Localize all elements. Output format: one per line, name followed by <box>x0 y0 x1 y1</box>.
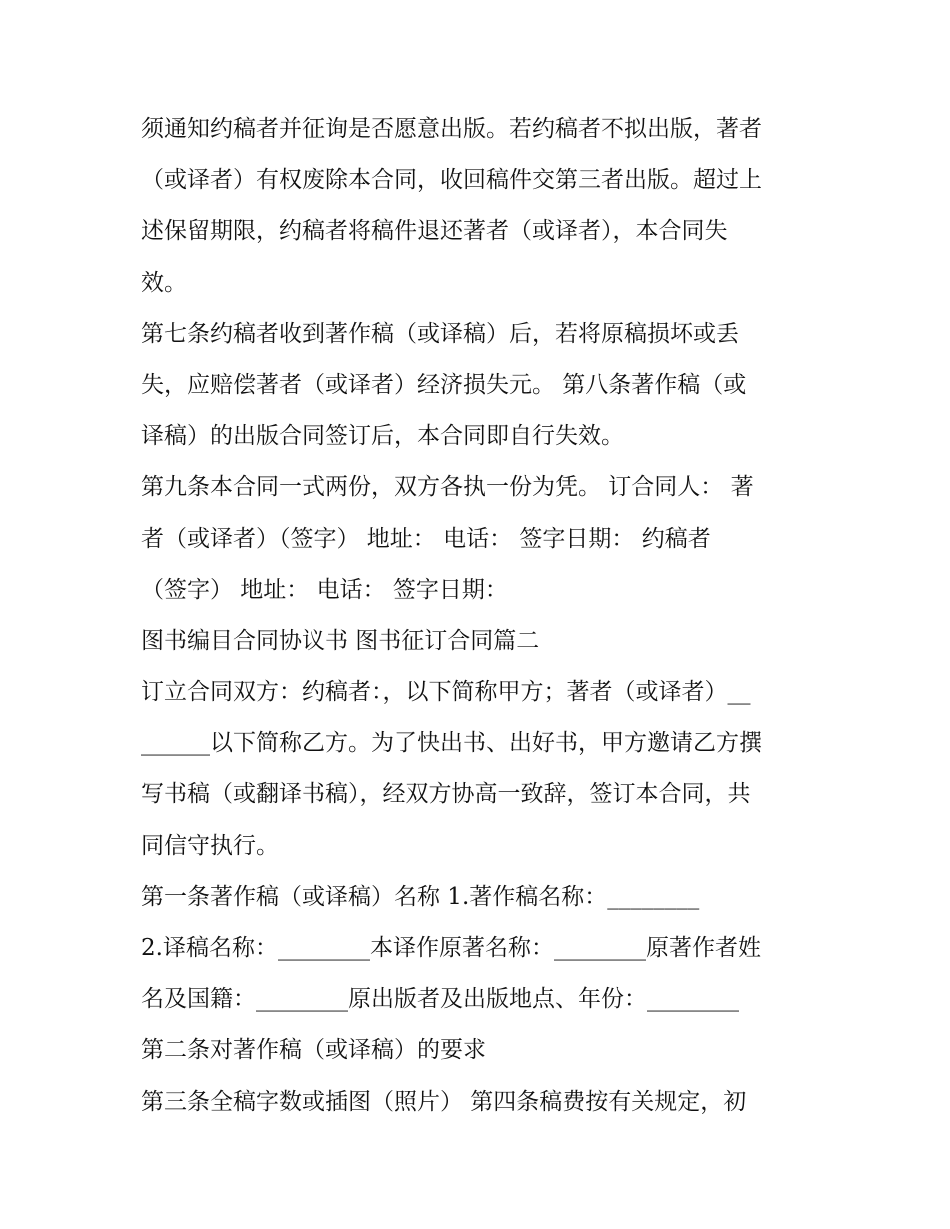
text-line: 同信守执行。 <box>141 832 279 859</box>
text-line: 第九条本合同一式两份，双方各执一份为凭。 订合同人： 著 <box>141 474 754 501</box>
text-line: 述保留期限，约稿者将稿件退还著者（或译者），本合同失 <box>141 218 728 245</box>
text-line: 译稿）的出版合同签订后，本合同即自行失效。 <box>141 423 624 450</box>
text-line: ______以下简称乙方。为了快出书、出好书，甲方邀请乙方撰 <box>141 730 762 757</box>
text-line: 名及国籍：________原出版者及出版地点、年份：________ <box>141 986 739 1013</box>
section-heading: 图书编目合同协议书 图书征订合同篇二 <box>141 627 540 654</box>
text-line: 者（或译者）（签字） 地址： 电话： 签字日期： 约稿者 <box>141 525 711 552</box>
text-line: 第二条对著作稿（或译稿）的要求 <box>141 1037 486 1064</box>
text-line: 第七条约稿者收到著作稿（或译稿）后，若将原稿损坏或丢 <box>141 320 739 347</box>
text-line: 2.译稿名称：________本译作原著名称：________原著作者姓 <box>141 935 761 961</box>
text-line: 订立合同双方：约稿者：，以下简称甲方；著者（或译者）__ <box>141 679 751 706</box>
text-line: （签字） 地址： 电话： 签字日期： <box>141 576 508 603</box>
text-line: 失，应赔偿著者（或译者）经济损失元。 第八条著作稿（或 <box>141 371 747 398</box>
text-line: 写书稿（或翻译书稿），经双方协高一致辞，签订本合同，共 <box>141 781 751 808</box>
text-line: 第三条全稿字数或插图（照片） 第四条稿费按有关规定，初 <box>141 1088 747 1115</box>
text-line: 须通知约稿者并征询是否愿意出版。若约稿者不拟出版，著者 <box>141 116 762 142</box>
text-line: （或译者）有权废除本合同，收回稿件交第三者出版。超过上 <box>141 167 762 194</box>
document-body <box>141 104 821 1128</box>
text-line: 第一条著作稿（或译稿）名称 1.著作稿名称：________ <box>141 883 700 910</box>
text-line: 效。 <box>141 269 187 296</box>
